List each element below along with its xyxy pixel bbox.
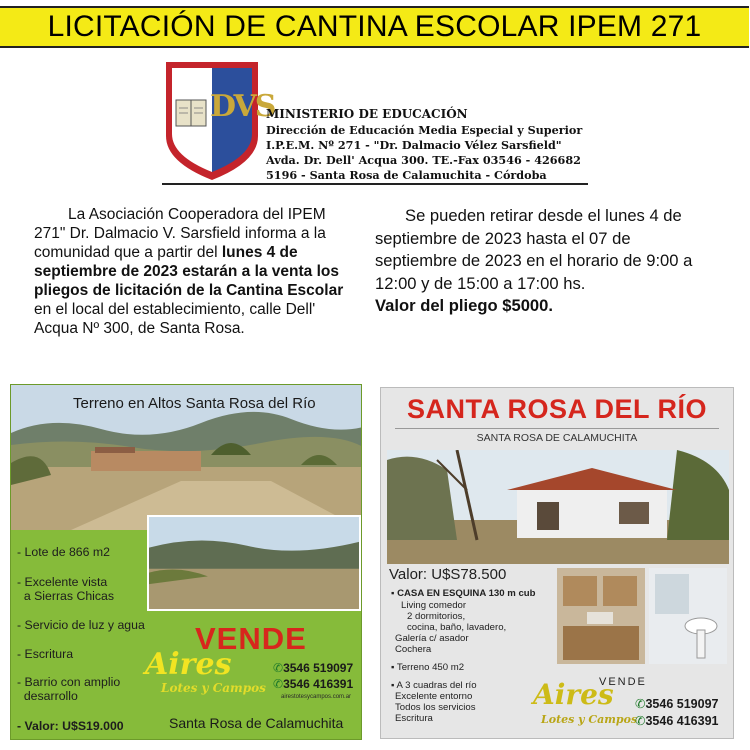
house-feature-river: ▪ A 3 cuadras del río [391, 680, 477, 691]
letterhead [162, 56, 588, 186]
land-feature-lot: - Lote de 866 m2 [17, 545, 110, 559]
house-price: Valor: U$S78.500 [389, 566, 507, 583]
kitchen-photo [557, 568, 645, 664]
house-feature-land: ▪ Terreno 450 m2 [391, 662, 465, 673]
house-feature-corner: ▪ CASA EN ESQUINA 130 m cub [391, 588, 536, 599]
land-website: airestotesycampos.com.ar [281, 694, 352, 700]
land-vende-label: VENDE [195, 621, 307, 656]
house-feature-bedrooms: 2 dormitorios, [407, 611, 466, 622]
logo-monogram: DVS [210, 89, 275, 124]
price-text: Valor del pliego $5000. [375, 296, 554, 315]
phone-icon: ✆ [273, 677, 284, 691]
announcement-paragraph [34, 205, 352, 338]
house-phone-1: ✆3546 519097 [635, 697, 719, 711]
house-feature-gallery: Galería c/ asador [395, 633, 469, 644]
house-exterior-photo [387, 450, 729, 564]
house-brand-logo: Aires [533, 678, 614, 711]
house-ad-title: SANTA ROSA DEL RÍO [406, 394, 707, 424]
house-feature-living: Living comedor [401, 600, 467, 611]
house-phone-2: ✆3546 416391 [635, 714, 719, 728]
schedule-text: Se pueden retirar desde el lunes 4 de septiembre de 2023 hasta el 07 de septiembre de 2023 en el horario de 9:00 a 12:00 y de 15:00 a 17:00 hs. [375, 206, 693, 293]
house-feature-garage: Cochera [395, 644, 432, 655]
letterhead-rule [162, 183, 588, 185]
whatsapp-icon: ✆ [635, 697, 646, 711]
land-feature-view: - Excelente vista [17, 575, 108, 589]
phone-icon: ✆ [635, 714, 646, 728]
house-vende-label: VENDE [599, 676, 647, 688]
house-ad-rule [395, 428, 719, 429]
whatsapp-icon: ✆ [273, 661, 284, 675]
house-feature-surroundings: Excelente entorno [395, 691, 473, 702]
page-title: LICITACIÓN DE CANTINA ESCOLAR IPEM 271 [47, 10, 702, 43]
house-feature-deed: Escritura [395, 713, 433, 724]
announcement-outro: en el local del establecimiento, calle Dell' Acqua Nº 300, de Santa Rosa. [34, 301, 316, 337]
bathroom-photo [649, 568, 727, 664]
house-feature-services: Todos los servicios [395, 702, 476, 713]
house-feature-kitchen: cocina, baño, lavadero, [407, 622, 507, 633]
land-feature-barrio: - Barrio con amplio [17, 675, 121, 689]
city-line: 5196 - Santa Rosa de Calamuchita - Córdoba [266, 168, 547, 182]
land-location: Santa Rosa de Calamuchita [169, 715, 344, 731]
school-name-line: I.P.E.M. Nº 271 - "Dr. Dalmacio Vélez Sarsfield" [266, 138, 562, 152]
ministry-line: MINISTERIO DE EDUCACIÓN [266, 107, 468, 121]
land-price: - Valor: U$S19.000 [17, 719, 124, 733]
schedule-paragraph [375, 205, 705, 318]
announcement-highlight: lunes 4 de septiembre de 2023 estarán a la venta los pliegos de licitación de la Cantina Escolar [34, 244, 344, 299]
land-feature-services: - Servicio de luz y agua [17, 618, 145, 632]
direction-line: Dirección de Educación Media Especial y Superior [266, 123, 583, 137]
land-feature-barrio-2: desarrollo [17, 689, 78, 703]
title-banner [0, 6, 749, 48]
land-brand-sub: Lotes y Campos [161, 681, 266, 695]
house-ad-subtitle: SANTA ROSA DE CALAMUCHITA [476, 432, 638, 444]
announcement-intro: La Asociación Cooperadora del IPEM 271" Dr. Dalmacio V. Sarsfield informa a la comunidad que a partir del [34, 206, 326, 261]
land-brand-logo: Aires [145, 647, 232, 682]
land-ad-title: Terreno en Altos Santa Rosa del Río [73, 395, 316, 412]
land-feature-deed: - Escritura [17, 647, 74, 661]
address-line: Avda. Dr. Dell' Acqua 300. TE.-Fax 03546 - 426682 [266, 153, 581, 167]
land-phone-2: ✆3546 416391 [273, 677, 354, 691]
house-brand-sub: Lotes y Campos [541, 713, 638, 726]
land-feature-view-2: a Sierras Chicas [17, 589, 115, 603]
house-sale-ad [380, 387, 734, 739]
land-phone-1: ✆3546 519097 [273, 661, 354, 675]
land-sale-ad [10, 384, 362, 740]
land-inset-photo [147, 515, 361, 611]
